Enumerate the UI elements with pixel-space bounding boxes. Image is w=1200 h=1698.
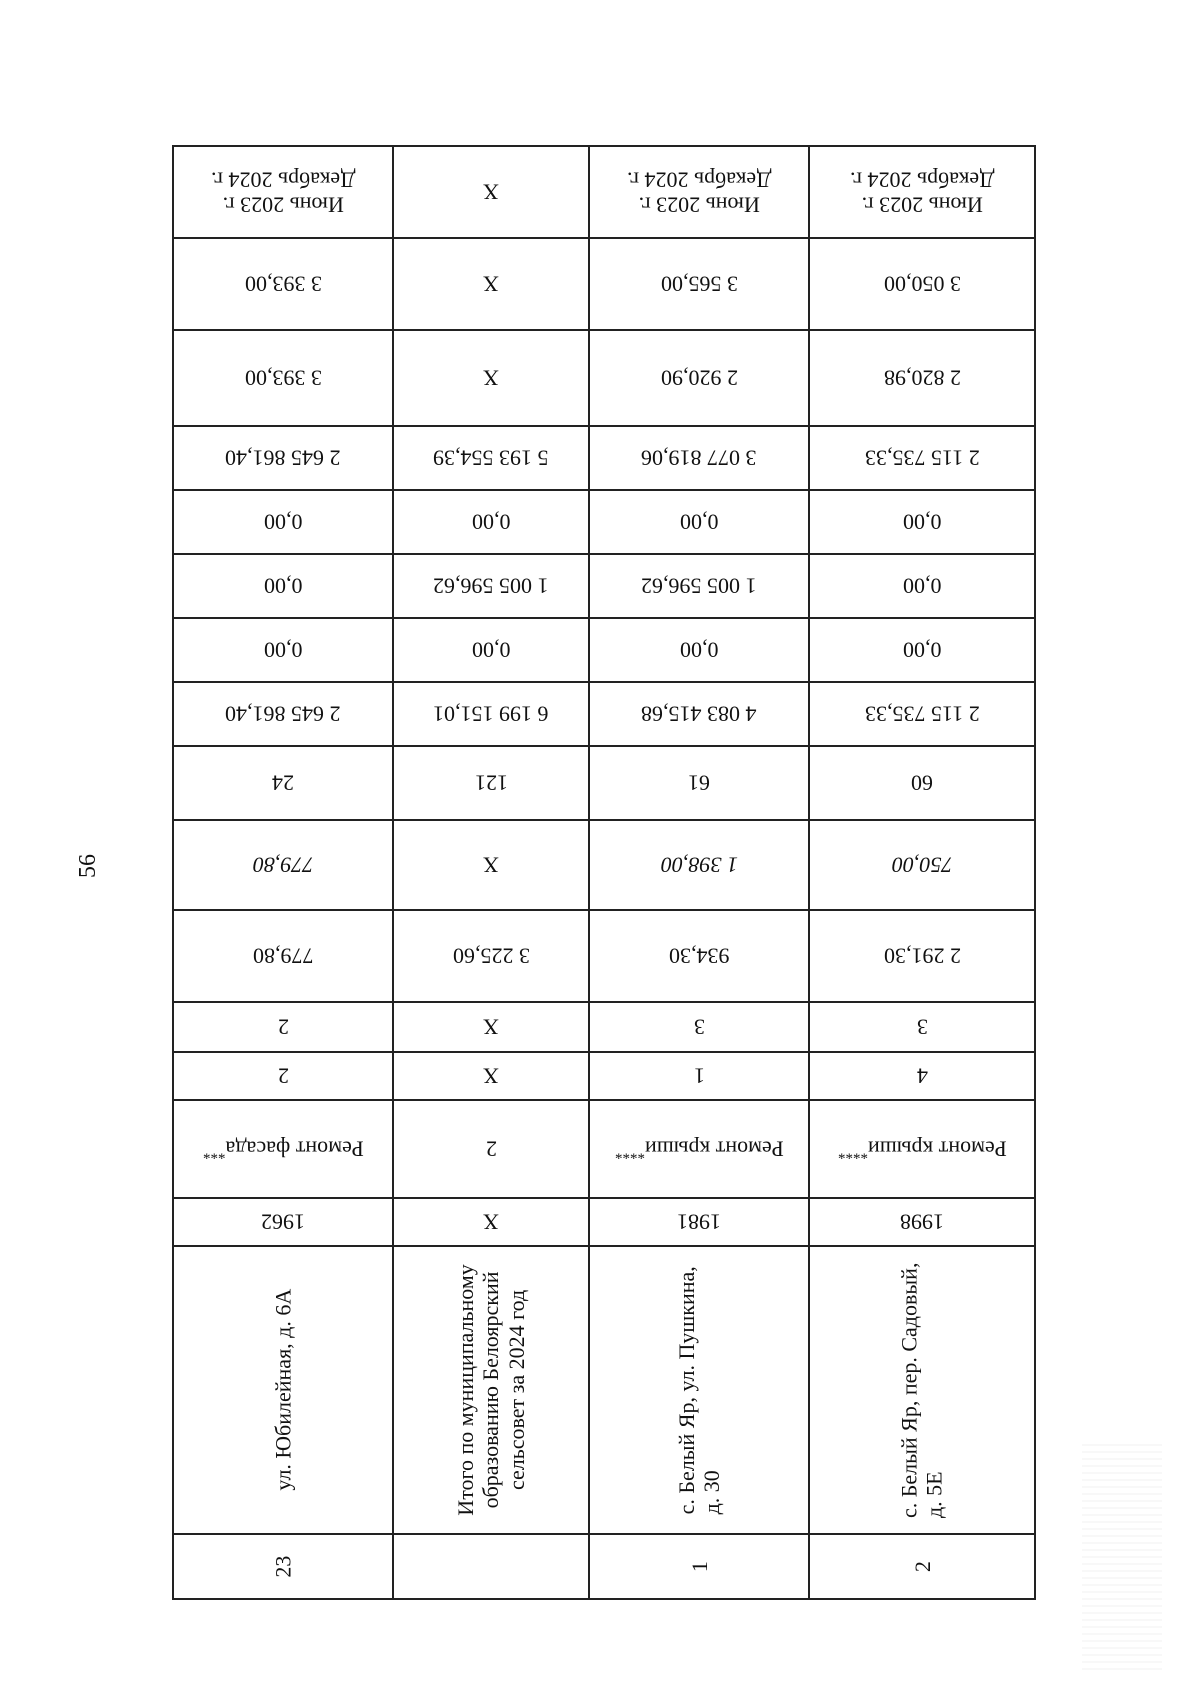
value-text: X (483, 1014, 499, 1040)
cell-fund-mun (810, 491, 1034, 555)
value-text: 2 645 861,40 (225, 445, 341, 471)
value-text: 24 (272, 770, 294, 796)
cell-area-living (394, 821, 588, 911)
value-text: 121 (474, 770, 508, 796)
value-text: Июнь 2023 г. Декабрь 2024 г. (210, 167, 356, 218)
cell-limit-cost (394, 239, 588, 331)
cell-fund-reg (174, 555, 392, 619)
address-text: с. Белый Яр, ул. Пушкина, д. 30 (673, 1265, 724, 1515)
value-text: 1 398,00 (660, 852, 738, 878)
scan-artifact (1082, 1440, 1162, 1670)
cell-residents (174, 747, 392, 821)
cell-unit-cost (590, 331, 808, 427)
row-number: 1 (686, 1560, 712, 1572)
cell-fund-fed (590, 619, 808, 683)
cell-fund-fed (810, 619, 1034, 683)
cell-work-type (810, 1101, 1034, 1199)
cell-limit-cost (810, 239, 1034, 331)
cell-c1 (174, 1053, 392, 1101)
value-text: X (483, 852, 499, 878)
value-text: 3 225,60 (452, 943, 530, 969)
cell-year (174, 1199, 392, 1247)
cell-fund-mun (174, 491, 392, 555)
value-text: 779,80 (252, 943, 314, 969)
value-text: 3 (916, 1014, 928, 1040)
cell-area-living (590, 821, 808, 911)
cell-area-total (394, 911, 588, 1003)
cell-fund-fed (394, 619, 588, 683)
value-text: 3 565,00 (660, 271, 738, 297)
cell-residents (394, 747, 588, 821)
cell-work-type (174, 1101, 392, 1199)
value-text: 3 393,00 (244, 271, 322, 297)
value-text: 2 920,90 (660, 365, 738, 391)
cell-c2 (174, 1003, 392, 1053)
row-number: 23 (270, 1555, 296, 1578)
cell-residents (590, 747, 808, 821)
value-text: 0,00 (679, 637, 719, 663)
cell-cost-total (810, 683, 1034, 747)
cell-num (394, 1535, 588, 1598)
work-type-cell-text (615, 1136, 784, 1162)
table-row (808, 145, 1036, 1600)
cell-work-type (394, 1101, 588, 1199)
value-text: 60 (911, 770, 933, 796)
work-type-cell-text (486, 1136, 497, 1161)
value-text: X (483, 365, 499, 391)
cell-fund-reg (810, 555, 1034, 619)
value-text: Июнь 2023 г. Декабрь 2024 г. (849, 167, 995, 218)
value-text: 0,00 (902, 573, 942, 599)
value-text: 2 291,30 (883, 943, 961, 969)
data-table (172, 145, 1042, 1600)
cell-fund-own (394, 427, 588, 491)
cell-fund-own (174, 427, 392, 491)
value-text: X (483, 179, 499, 205)
value-text: 0,00 (263, 509, 303, 535)
cell-fund-mun (590, 491, 808, 555)
table-row (172, 145, 394, 1600)
value-text: 0,00 (679, 509, 719, 535)
value-text: 1 (693, 1063, 705, 1089)
table-row (588, 145, 810, 1600)
work-type-text: Ремонт крыши (644, 1136, 784, 1162)
value-text: 0,00 (902, 637, 942, 663)
value-text: X (483, 1063, 499, 1089)
cell-unit-cost (394, 331, 588, 427)
cell-limit-cost (590, 239, 808, 331)
value-text: 2 645 861,40 (225, 701, 341, 727)
footnote-mark: **** (614, 1145, 645, 1162)
cell-period (394, 147, 588, 239)
cell-address (590, 1247, 808, 1535)
cell-address (174, 1247, 392, 1535)
value-text: X (483, 1209, 499, 1235)
cell-address (394, 1247, 588, 1535)
cell-area-total (590, 911, 808, 1003)
work-type-text: Ремонт фасада (225, 1136, 364, 1162)
work-type-cell-text (203, 1136, 364, 1162)
value-text: 3 077 819,06 (641, 445, 757, 471)
cell-fund-reg (394, 555, 588, 619)
footnote-mark: *** (202, 1145, 226, 1162)
cell-c1 (590, 1053, 808, 1101)
value-text: 2 (277, 1014, 289, 1040)
cell-area-total (174, 911, 392, 1003)
value-text: 3 (693, 1014, 705, 1040)
cell-limit-cost (174, 239, 392, 331)
footnote-mark: **** (837, 1145, 868, 1162)
value-text: 2 (277, 1063, 289, 1089)
cell-residents (810, 747, 1034, 821)
cell-fund-mun (394, 491, 588, 555)
value-text: 1998 (900, 1209, 944, 1235)
value-text: 0,00 (471, 509, 511, 535)
cell-fund-reg (590, 555, 808, 619)
cell-area-total (810, 911, 1034, 1003)
cell-c2 (590, 1003, 808, 1053)
cell-area-living (810, 821, 1034, 911)
cell-c2 (810, 1003, 1034, 1053)
cell-year (590, 1199, 808, 1247)
value-text: 934,30 (668, 943, 730, 969)
value-text: 0,00 (263, 637, 303, 663)
cell-unit-cost (810, 331, 1034, 427)
cell-period (174, 147, 392, 239)
work-type-cell-text (838, 1136, 1007, 1162)
cell-num (810, 1535, 1034, 1598)
cell-fund-own (810, 427, 1034, 491)
address-text: Итого по муниципальному образованию Белоярский сельсовет за 2024 год (453, 1264, 529, 1516)
row-number: 2 (909, 1560, 935, 1572)
cell-period (810, 147, 1034, 239)
value-text: Июнь 2023 г. Декабрь 2024 г. (626, 167, 772, 218)
work-type-text: Ремонт крыши (867, 1136, 1007, 1162)
cell-year (394, 1199, 588, 1247)
cell-fund-fed (174, 619, 392, 683)
cell-c2 (394, 1003, 588, 1053)
value-text: 750,00 (891, 852, 953, 878)
value-text: 5 193 554,39 (433, 445, 549, 471)
value-text: 1981 (677, 1209, 721, 1235)
value-text: 6 199 151,01 (433, 701, 549, 727)
cell-c1 (394, 1053, 588, 1101)
value-text: 2 820,98 (883, 365, 961, 391)
value-text: X (483, 271, 499, 297)
cell-cost-total (590, 683, 808, 747)
cell-unit-cost (174, 331, 392, 427)
value-text: 0,00 (471, 637, 511, 663)
table-row (392, 145, 590, 1600)
value-text: 2 115 735,33 (864, 701, 980, 727)
value-text: 3 050,00 (883, 271, 961, 297)
cell-address (810, 1247, 1034, 1535)
value-text: 61 (688, 770, 710, 796)
work-type-text: 2 (485, 1136, 497, 1162)
cell-year (810, 1199, 1034, 1247)
cell-cost-total (174, 683, 392, 747)
page-number: 56 (75, 854, 101, 878)
cell-period (590, 147, 808, 239)
address-text: ул. Юбилейная, д. 6А (270, 1289, 296, 1491)
value-text: 779,80 (252, 852, 314, 878)
value-text: 1 005 596,62 (641, 573, 757, 599)
cell-c1 (810, 1053, 1034, 1101)
value-text: 1 005 596,62 (433, 573, 549, 599)
cell-fund-own (590, 427, 808, 491)
cell-num (590, 1535, 808, 1598)
value-text: 1962 (261, 1209, 305, 1235)
value-text: 4 083 415,68 (641, 701, 757, 727)
address-text: с. Белый Яр, пер. Садовый, д. 5Е (896, 1262, 948, 1518)
cell-cost-total (394, 683, 588, 747)
value-text: 0,00 (263, 573, 303, 599)
cell-area-living (174, 821, 392, 911)
cell-work-type (590, 1101, 808, 1199)
value-text: 0,00 (902, 509, 942, 535)
value-text: 3 393,00 (244, 365, 322, 391)
cell-num (174, 1535, 392, 1598)
value-text: 2 115 735,33 (864, 445, 980, 471)
value-text: 4 (916, 1063, 928, 1089)
